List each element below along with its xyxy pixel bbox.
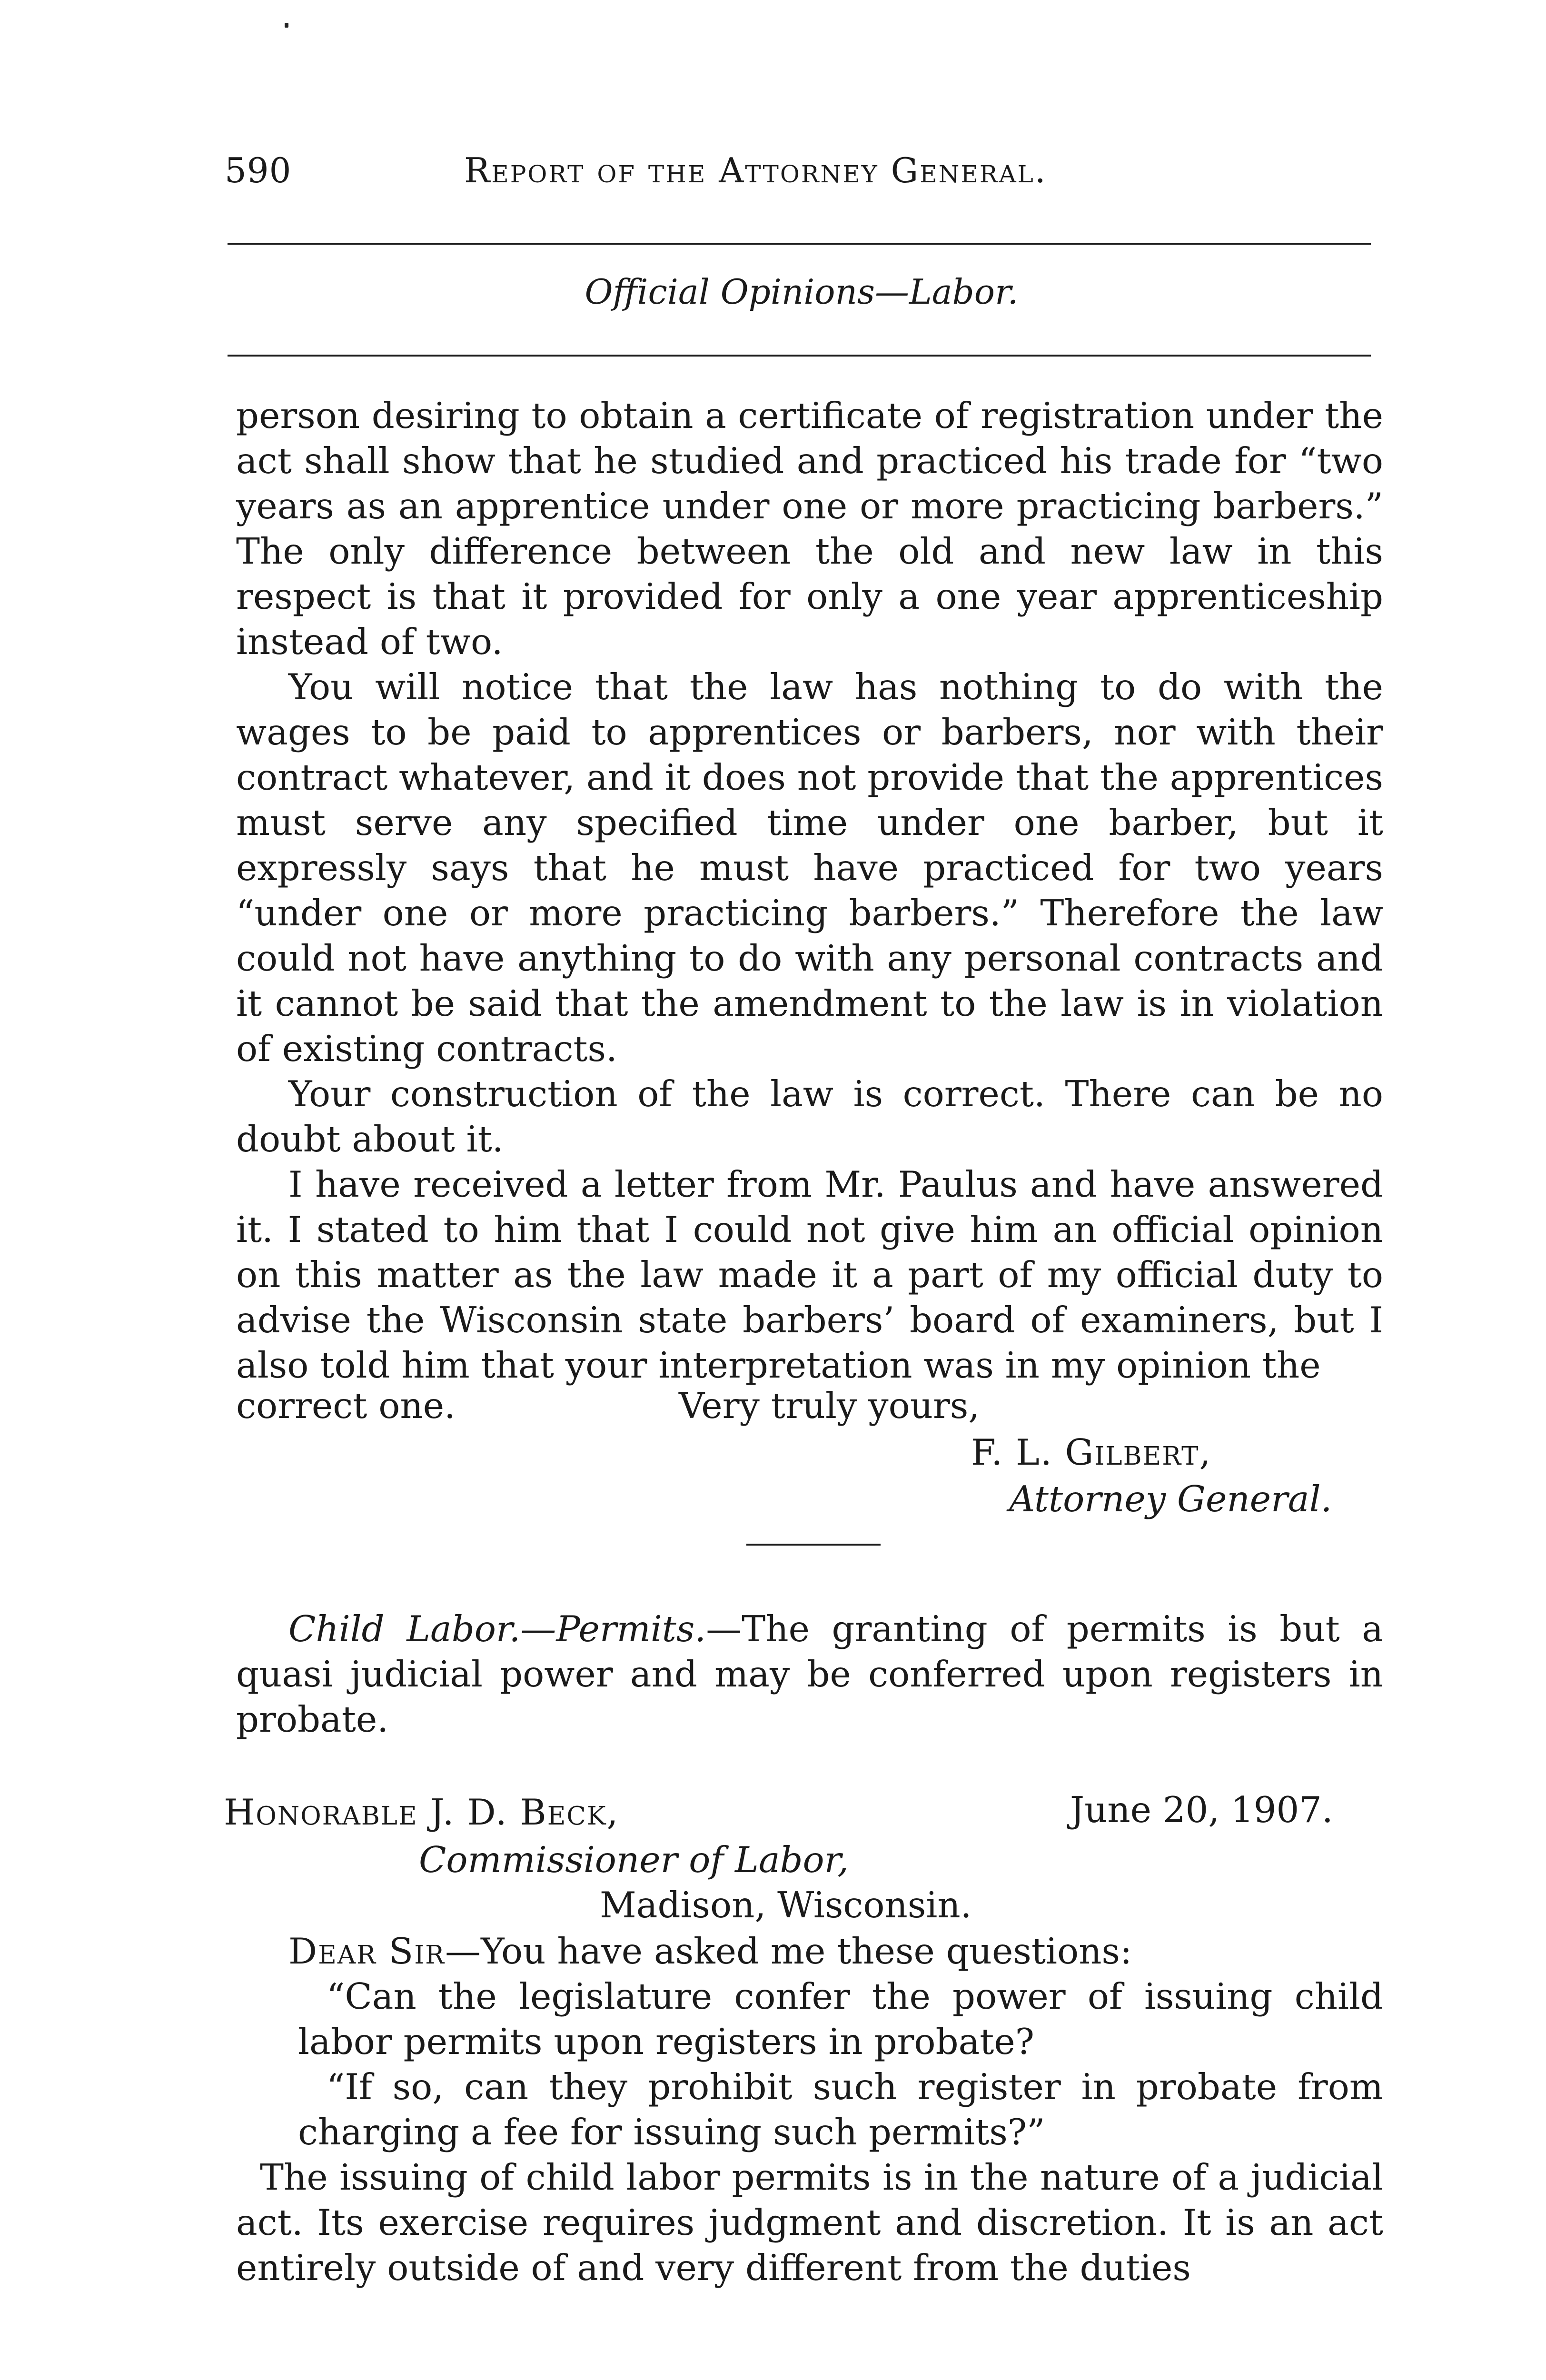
opinion-two-body [236,1929,1383,2291]
closing-start: correct one. [236,1385,456,1427]
section-head: Official Opinions—Labor. [585,272,1019,312]
header-rule-bottom [228,355,1371,357]
header-rule-top [228,243,1371,245]
opinion-one-body [236,393,1383,1388]
addressee-city: Madison, Wisconsin. [600,1884,972,1926]
salutation-intro: —You have asked me these questions: [445,1930,1132,1972]
closing-line [236,1383,1383,1428]
letter-date: June 20, 1907. [1070,1789,1333,1831]
salutation-paragraph [236,1929,1383,1974]
running-head: Report of the Attorney General. [464,150,1047,190]
section-divider [746,1544,881,1546]
syllabus-text: —The granting of permits is but a quasi judicial power and may be conferred upon registers in probate. [236,1608,1383,1740]
opinion-one-paragraph-1: person desiring to obtain a certificate of registration under the act shall show that he studied and practiced his trade for “two years as an apprentice under one or more practicing barbers.” The only difference between the old and new law in this respect is that it provided for only a one year apprenticeship instead of two. [236,395,1383,663]
question-2: “If so, can they prohibit such register in probate from charging a fee for issuing such permits?” [298,2066,1383,2153]
page-number: 590 [225,150,292,190]
opinion-one-paragraph-2: You will notice that the law has nothing to do with the wages to be paid to apprentices or barbers, nor with their contract whatever, and it does not provide that the apprentices must serve any specified time under one barber, but it expressly says that he must have practiced for two years “under one or more practicing barbers.” Therefore the law could not have anything to do with any personal contracts and it cannot be said that the amendment to the law is in violation of existing contracts. [236,666,1383,1070]
addressee-title: Commissioner of Labor, [419,1839,849,1881]
addressee-name: Honorable J. D. Beck, [224,1791,619,1833]
opinion-one-paragraph-4: I have received a letter from Mr. Paulus and have answered it. I stated to him that I could not give him an official opinion on this matter as the law made it a part of my official duty to advise the Wisconsin state barbers’ board of examiners, but I also told him that your interpretation was in my opinion the [236,1163,1383,1386]
ink-speck [285,23,288,28]
signer-name: F. L. Gilbert, [971,1431,1212,1473]
valediction: Very truly yours, [679,1385,980,1427]
opinion-two-paragraph-1: The issuing of child labor permits is in the nature of a judicial act. Its exercise requires judgment and discretion. It is an act entirely outside of and very different from the duties [236,2156,1383,2289]
question-1: “Can the legislature confer the power of issuing child labor permits upon registers in probate? [298,1975,1383,2063]
signer-title: Attorney General. [1009,1478,1332,1520]
salutation: Dear Sir [288,1930,446,1972]
syllabus-paragraph [236,1606,1383,1742]
opinion-one-paragraph-3: Your construction of the law is correct. There can be no doubt about it. [236,1073,1383,1160]
syllabus-topic: Child Labor.—Permits. [288,1608,706,1650]
opinion-two-syllabus [236,1606,1383,1742]
